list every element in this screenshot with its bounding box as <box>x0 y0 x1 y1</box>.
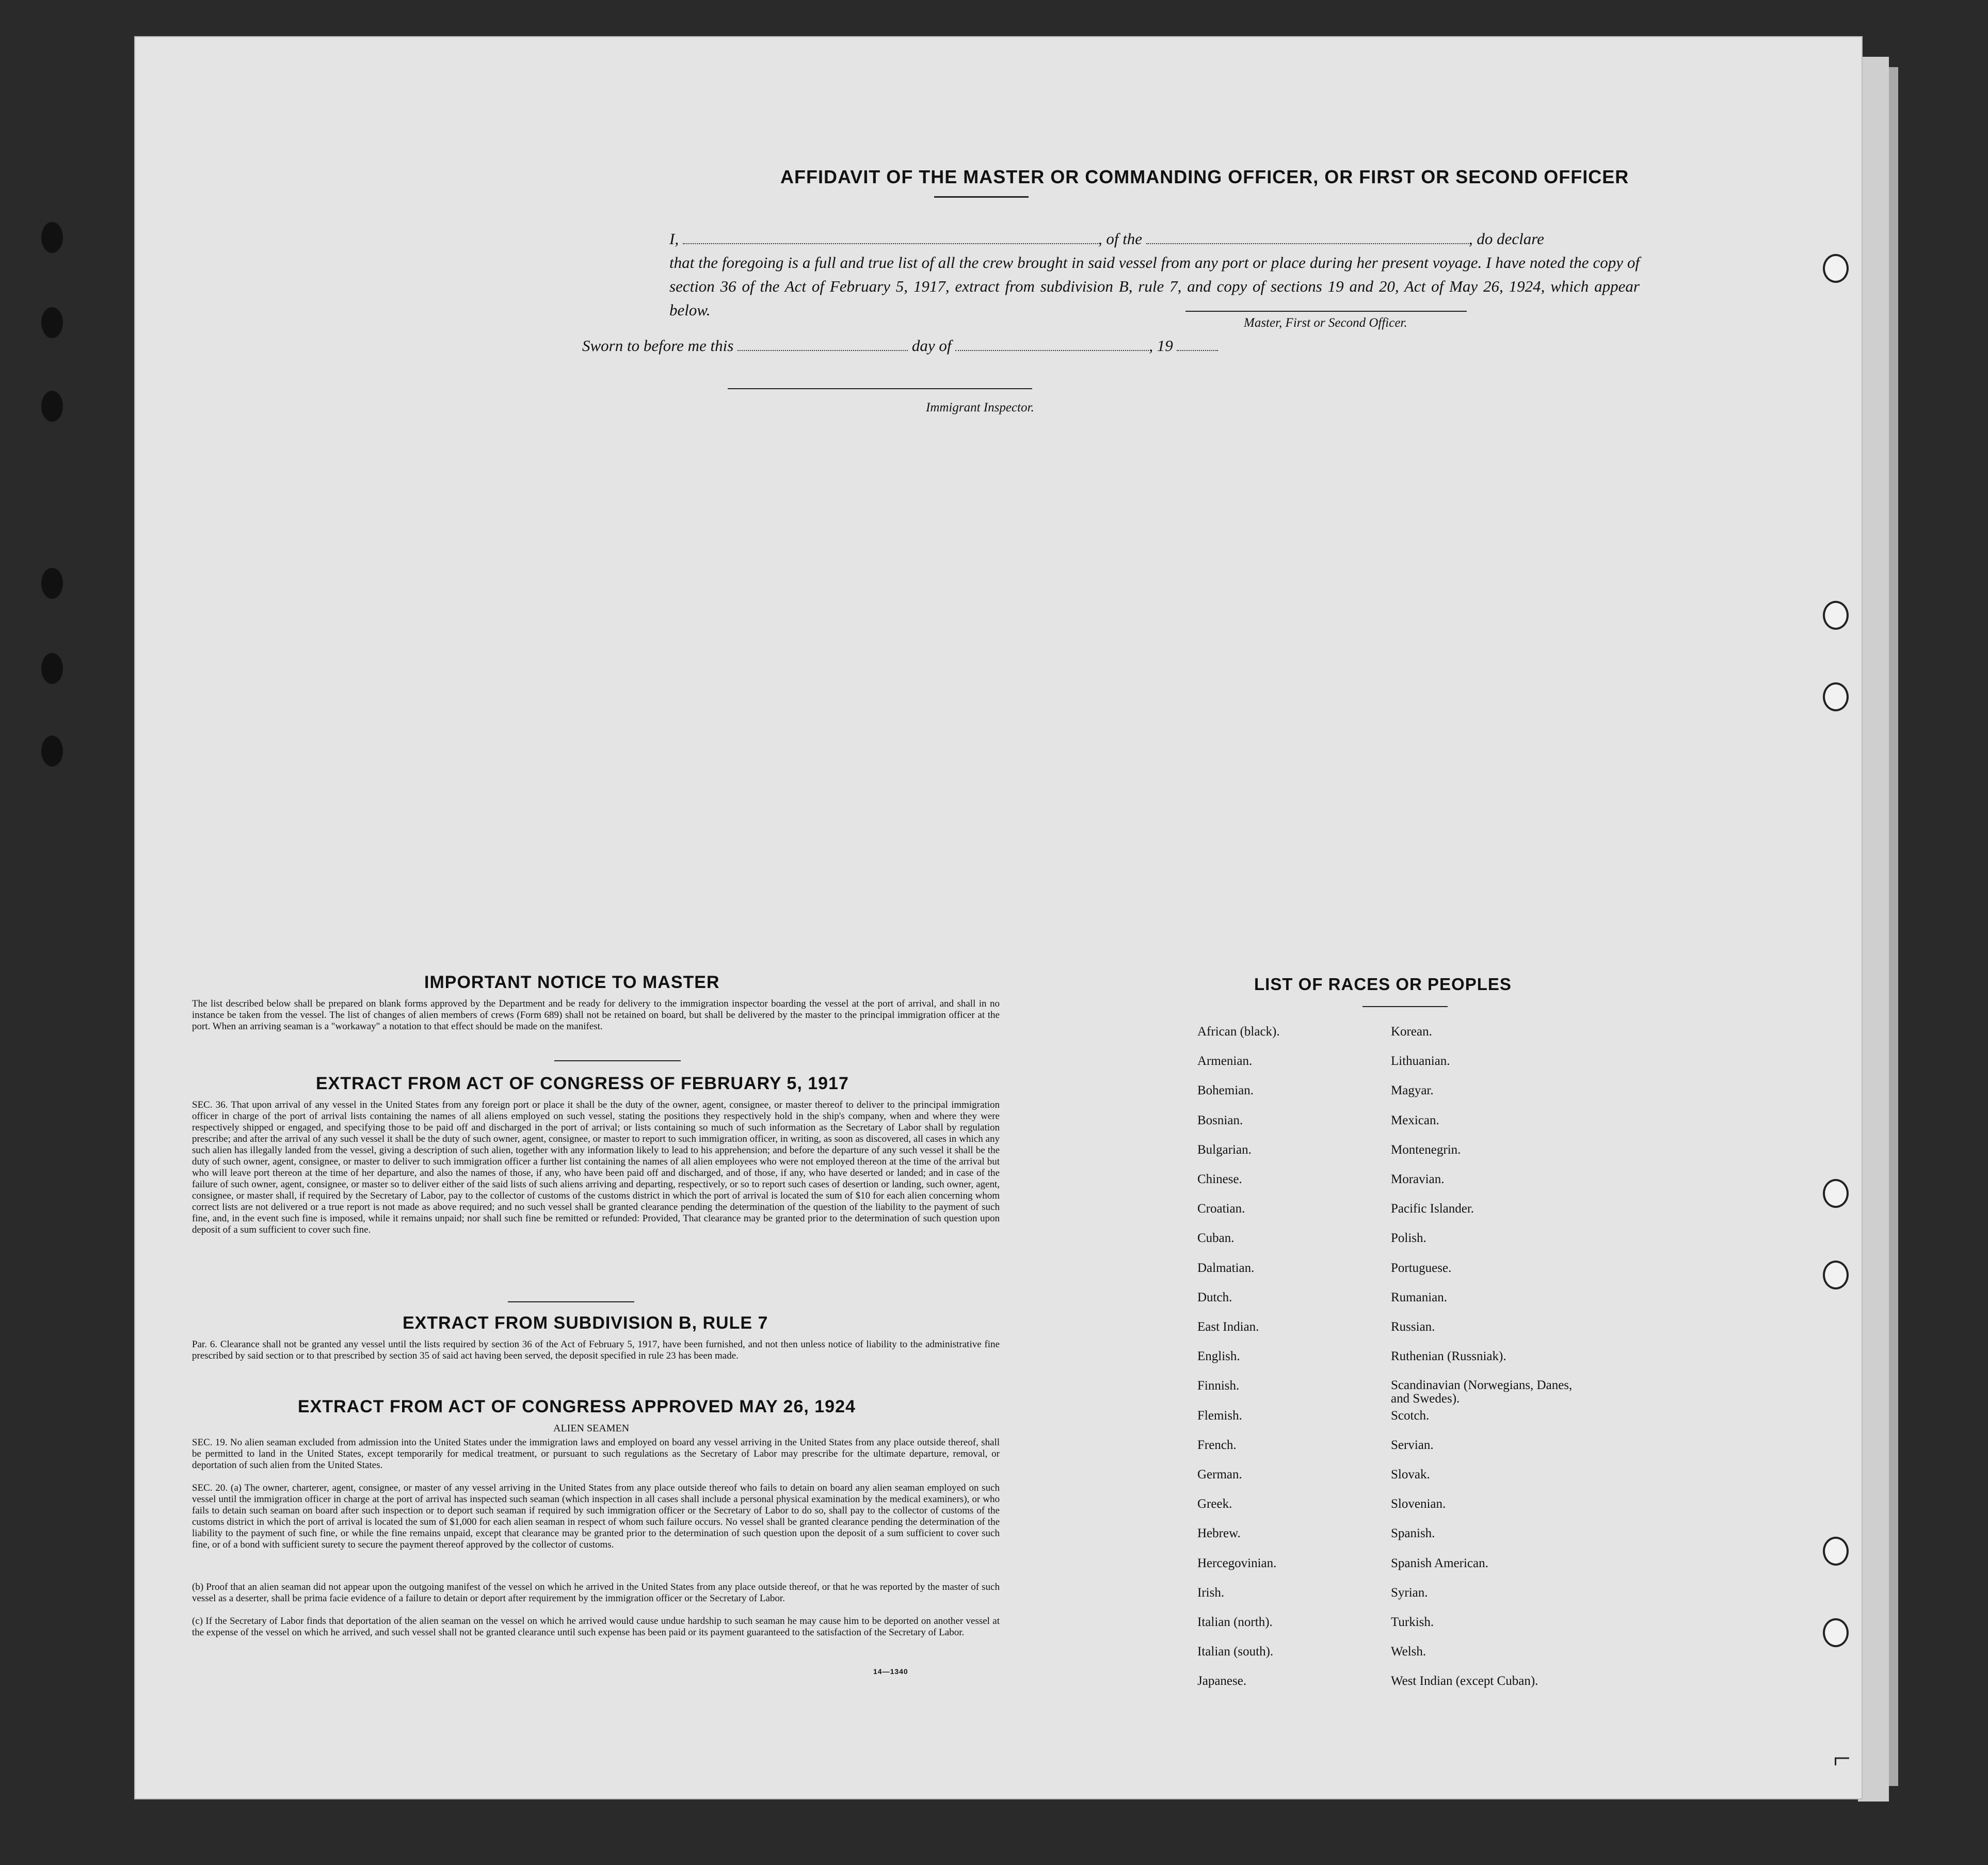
extract-1917-text: SEC. 36. That upon arrival of any vessel in the United States from any foreign port or place it shall be the duty of the owner, agent, consignee, or master thereof to deliver to the principal immigration officer in charge of the port of arrival lists containing the names of all aliens employed on such vessel, stating the positions they respectively hold in the ship's company, when and where they were respectively shipped or engaged, and specifying those to be paid off and discharged in the port of arrival; or lists containing so much of such information as the Secretary of Labor shall by regulation prescribe; and after the arrival of any such vessel it shall be the duty of such owner, agent, consignee, or master to report to such immigration officer, in writing, as soon as discovered, all cases in which any such alien has illegally landed from the vessel, giving a description of such alien, together with any information likely to lead to his apprehension; and before the departure of any such vessel it shall be the duty of such owner, agent, consignee, or master to deliver to such immigration officer a further list containing the names of all alien employees who were not employed thereon at the time of the arrival but who will leave port thereon at the time of her departure, and also the names of those, if any, who have been paid off and discharged, and of those, if any, who have deserted or landed; and in case of the failure of such owner, agent, consignee, or master so to deliver either of the said lists of such aliens arriving and departing, respectively, or so to report such cases of desertion or landing, such owner, agent, consignee, or master shall, if required by the Secretary of Labor, pay to the collector of customs of the customs district in which the port of arrival is located the sum of $10 for each alien concerning whom correct lists are not delivered or a true report is not made as above required; and no such vessel shall be granted clearance pending the determination of the question of the liability to the payment of such fine, and, in the event such fine is imposed, while it remains unpaid; nor shall such fine be remitted or refunded: Provided, That clearance may be granted prior to the determination of such question upon deposit of a sum sufficient to cover such fine. <box>192 1099 1000 1235</box>
divider <box>934 196 1029 198</box>
page-edge-back <box>1889 67 1898 1786</box>
document-page <box>135 37 1862 1798</box>
punch-hole <box>1823 601 1849 630</box>
punch-hole <box>1823 1618 1849 1647</box>
extract-1917-title: EXTRACT FROM ACT OF CONGRESS OF FEBRUARY 5, 1917 <box>316 1074 849 1093</box>
punch-hole <box>1823 1261 1849 1289</box>
race-item: Moravian. <box>1391 1172 1445 1186</box>
race-item: Greek. <box>1197 1497 1232 1511</box>
race-item: Slovenian. <box>1391 1497 1446 1511</box>
sworn-year-field[interactable] <box>1177 337 1218 351</box>
notice-title: IMPORTANT NOTICE TO MASTER <box>424 973 720 992</box>
master-signature-line[interactable] <box>1185 311 1467 312</box>
sworn-prefix: Sworn to before me this <box>582 337 734 355</box>
master-signature-label: Master, First or Second Officer. <box>1244 316 1407 330</box>
binder-hole <box>41 653 63 684</box>
race-item: Japanese. <box>1197 1674 1247 1688</box>
declaration-prefix: I, <box>669 230 679 248</box>
extract-1924-sec20c: (c) If the Secretary of Labor finds that deportation of the alien seaman on the vessel on which he arrived would cause undue hardship to such seaman he may cause him to be deported on another vessel at the expense of the vessel on which he arrived, and such vessel shall not be granted clearance until such expense has been paid or its payment guaranteed to the satisfaction of the Secretary of Labor. <box>192 1616 1000 1638</box>
divider <box>554 1060 681 1061</box>
race-item: Irish. <box>1197 1585 1225 1600</box>
notice-text: The list described below shall be prepared on blank forms approved by the Department and be ready for delivery to the immigration inspector boarding the vessel at the port of arrival, and shall in no instance be taken from the vessel. The list of changes of alien members of crews (Form 689) shall not be retained on board, but shall be delivered by the master to the principal immigration officer at the port. When an arriving seaman is a "workaway" a notation to that effect should be made on the manifest. <box>192 998 1000 1032</box>
declaration-suffix: , do declare <box>1468 230 1544 248</box>
race-item: Bohemian. <box>1197 1083 1254 1098</box>
race-item: Italian (south). <box>1197 1645 1274 1659</box>
punch-hole <box>1823 1537 1849 1566</box>
race-item: Welsh. <box>1391 1645 1426 1659</box>
binder-hole <box>41 222 63 253</box>
sworn-line <box>582 334 1305 358</box>
race-item: Croatian. <box>1197 1202 1245 1216</box>
race-item: Slovak. <box>1391 1468 1430 1481</box>
declaration-line <box>669 227 1640 251</box>
race-item: Korean. <box>1391 1025 1432 1039</box>
race-item: Scotch. <box>1391 1408 1430 1423</box>
vessel-name-field[interactable] <box>1146 230 1469 244</box>
affidavit-body: that the foregoing is a full and true list of all the crew brought in said vessel from any port or place during her present voyage. I have noted the copy of section 36 of the Act of February 5, 1917, extract from subdivision B, rule 7, and copy of sections 19 and 20, Act of May 26, 1924, which appear below. <box>669 253 1640 319</box>
extract-1924-sec20b: (b) Proof that an alien seaman did not appear upon the outgoing manifest of the vessel on which he arrived in the United States from any place outside thereof, or that he was reported by the master of such vessel as a deserter, shall be prima facie evidence of a failure to detain or deport after requirement by the immigration officer or the Secretary of Labor. <box>192 1582 1000 1604</box>
race-item: Portuguese. <box>1391 1261 1452 1275</box>
binder-hole <box>41 391 63 422</box>
race-item: Russian. <box>1391 1320 1435 1334</box>
page-edge <box>1858 57 1889 1802</box>
form-number: 14—1340 <box>873 1667 908 1676</box>
punch-hole <box>1823 682 1849 711</box>
extract-rule7-text: Par. 6. Clearance shall not be granted any vessel until the lists required by section 36 of the Act of February 5, 1917, have been furnished, and not then unless notice of liability to the administrative fine prescribed by said section or to that prescribed by section 35 of said act having been served, the deposit specified in rule 23 has been made. <box>192 1339 1000 1361</box>
race-item: Armenian. <box>1197 1054 1253 1069</box>
race-item: Spanish. <box>1391 1526 1435 1541</box>
race-item: Polish. <box>1391 1231 1426 1246</box>
punch-hole <box>1823 254 1849 283</box>
extract-1924-title: EXTRACT FROM ACT OF CONGRESS APPROVED MAY 26, 1924 <box>298 1397 856 1416</box>
sworn-year-prefix: , 19 <box>1149 337 1173 355</box>
race-item: Lithuanian. <box>1391 1054 1450 1069</box>
race-item: Dutch. <box>1197 1290 1232 1304</box>
extract-1924-subtitle: ALIEN SEAMEN <box>553 1423 630 1434</box>
binder-hole <box>41 307 63 338</box>
race-item: Turkish. <box>1391 1615 1434 1629</box>
inspector-label: Immigrant Inspector. <box>926 401 1034 415</box>
race-item: Ruthenian (Russniak). <box>1391 1349 1506 1364</box>
race-item: German. <box>1197 1468 1242 1481</box>
divider <box>1362 1006 1448 1007</box>
race-item: Pacific Islander. <box>1391 1202 1474 1216</box>
race-item: Chinese. <box>1197 1172 1242 1186</box>
sworn-month-field[interactable] <box>955 337 1149 351</box>
inspector-signature-line[interactable] <box>728 388 1032 389</box>
race-item: Italian (north). <box>1197 1615 1273 1629</box>
race-item: East Indian. <box>1197 1320 1259 1334</box>
race-item: Scandinavian (Norwegians, Danes, and Swedes). <box>1391 1378 1573 1406</box>
master-name-field[interactable] <box>683 230 1098 244</box>
race-item: Servian. <box>1391 1438 1434 1452</box>
affidavit-statement <box>669 227 1640 322</box>
races-title: LIST OF RACES OR PEOPLES <box>1254 975 1512 994</box>
race-item: Mexican. <box>1391 1113 1439 1127</box>
sworn-day-field[interactable] <box>738 337 908 351</box>
race-item: French. <box>1197 1438 1237 1452</box>
binder-hole <box>41 736 63 767</box>
race-item: Magyar. <box>1391 1083 1434 1098</box>
race-item: Flemish. <box>1197 1408 1242 1423</box>
race-item: Hercegovinian. <box>1197 1556 1277 1570</box>
race-item: Dalmatian. <box>1197 1261 1255 1275</box>
race-item: African (black). <box>1197 1025 1280 1039</box>
race-item: Finnish. <box>1197 1379 1240 1393</box>
race-item: Montenegrin. <box>1391 1142 1461 1157</box>
race-item: Spanish American. <box>1391 1556 1488 1570</box>
race-item: Syrian. <box>1391 1585 1428 1600</box>
race-item: Rumanian. <box>1391 1290 1448 1304</box>
race-item: Bosnian. <box>1197 1113 1243 1127</box>
race-item: Bulgarian. <box>1197 1142 1252 1157</box>
binder-hole <box>41 568 63 599</box>
declaration-of-the: , of the <box>1098 230 1143 248</box>
race-item: West Indian (except Cuban). <box>1391 1674 1538 1688</box>
divider <box>508 1301 634 1302</box>
sworn-day-of: day of <box>911 337 952 355</box>
race-item: Cuban. <box>1197 1231 1235 1246</box>
extract-1924-sec20a: SEC. 20. (a) The owner, charterer, agent, consignee, or master of any vessel arriving in the United States from any place outside thereof who fails to detain on board any alien seaman employed on such vessel until the immigration officer in charge at the port of arrival has inspected such seaman (which inspection in all cases shall include a personal physical examination by the medical examiners), or who fails to detain such seaman on board after such inspection or to deport such seaman if required by such immigration officer or the Secretary of Labor to do so, shall pay to the collector of customs of the customs district in which the port of arrival is located the sum of $1,000 for each alien seaman in respect of whom such failure occurs. No vessel shall be granted clearance pending the determination of the liability to the payment of such fine, or while the fine remains unpaid, except that clearance may be granted prior to the determination of such question upon the deposit of a sum sufficient to cover such fine, or of a bond with sufficient surety to secure the payment thereof approved by the collector of customs. <box>192 1483 1000 1550</box>
race-item: Hebrew. <box>1197 1526 1241 1541</box>
extract-rule7-title: EXTRACT FROM SUBDIVISION B, RULE 7 <box>403 1313 768 1333</box>
punch-hole <box>1823 1179 1849 1208</box>
affidavit-title: AFFIDAVIT OF THE MASTER OR COMMANDING OFFICER, OR FIRST OR SECOND OFFICER <box>780 166 1629 187</box>
race-item: English. <box>1197 1349 1240 1364</box>
handwritten-mark: ⌐ <box>1833 1741 1851 1775</box>
extract-1924-sec19: SEC. 19. No alien seaman excluded from admission into the United States under the immigration laws and employed on board any vessel arriving in the United States from any place outside thereof, shall be permitted to land in the United States, except temporarily for medical treatment, or pursuant to such regulations as the Secretary of Labor may prescribe for the ultimate departure, removal, or deportation of such alien from the United States. <box>192 1437 1000 1471</box>
